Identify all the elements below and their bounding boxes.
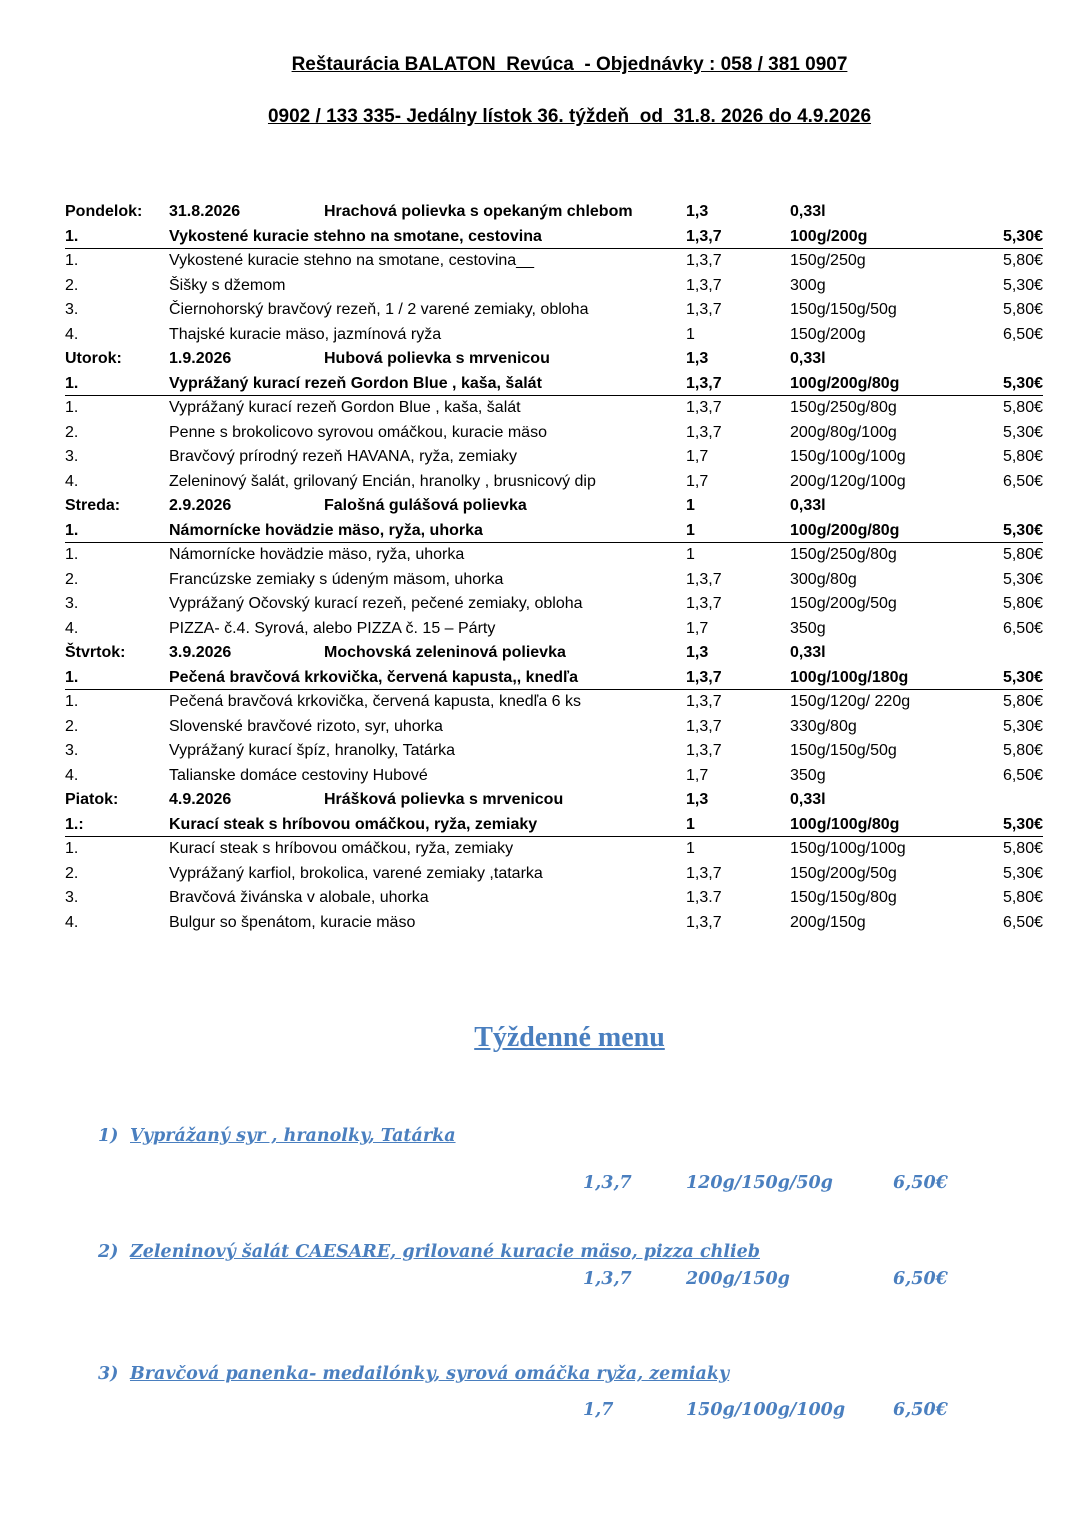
dish-price: 5,80€ (1002, 448, 1043, 465)
menu-week-header: 0902 / 133 335- Jedálny lístok 36. týždeň od 31.8. 2026 do 4.9.2026 (267, 106, 872, 127)
day-soup-row (65, 788, 1043, 813)
dish-price: 5,80€ (1002, 252, 1043, 269)
dish-price: 5,30€ (1002, 521, 1043, 539)
dish-name: Slovenské bravčové rizoto, syr, uhorka (169, 717, 443, 735)
dish-allergens: 1,7 (686, 766, 709, 784)
dish-price: 5,80€ (1002, 889, 1043, 906)
weekly-item-allergens: 1,7 (583, 1400, 614, 1420)
day-date: 4.9.2026 (169, 791, 232, 808)
dish-weight: 150g/250g/80g (790, 546, 897, 563)
dish-price: 5,30€ (1002, 668, 1043, 686)
day-name: Utorok: (65, 350, 122, 367)
dish-name: Zeleninový šalát, grilovaný Encián, hranolky , brusnicový dip (169, 472, 596, 490)
dish-price: 5,30€ (1002, 717, 1043, 735)
dish-name: Kurací steak s hríbovou omáčkou, ryža, zemiaky (169, 815, 538, 833)
dish-row (65, 862, 1043, 887)
dish-price: 5,30€ (1002, 815, 1043, 833)
dish-allergens: 1 (686, 521, 695, 539)
dish-price: 5,30€ (1002, 864, 1043, 882)
weekly-item-allergens: 1,3,7 (583, 1173, 632, 1193)
dish-row (65, 715, 1043, 740)
weekly-item-name: Vyprážaný syr , hranolky, Tatárka (130, 1126, 456, 1146)
day-name: Streda: (65, 497, 121, 514)
dish-number: 1. (65, 693, 79, 710)
dish-allergens: 1,7 (686, 619, 709, 637)
day-date: 31.8.2026 (169, 203, 241, 220)
dish-row (65, 690, 1043, 715)
dish-name: Bravčový prírodný rezeň HAVANA, ryža, zemiaky (169, 448, 517, 465)
dish-row (65, 886, 1043, 911)
soup-name: Falošná gulášová polievka (324, 497, 527, 514)
dish-name: Námornícke hovädzie mäso, ryža, uhorka (169, 521, 483, 539)
dish-weight: 200g/150g (790, 913, 866, 931)
dish-allergens: 1,3.7 (686, 889, 722, 906)
main-dish-row (65, 225, 1043, 250)
soup-volume: 0,33l (790, 350, 826, 367)
dish-row (65, 764, 1043, 789)
dish-number: 2. (65, 864, 79, 882)
dish-price: 5,80€ (1002, 399, 1043, 416)
dish-name: Vyprážaný kurací rezeň Gordon Blue , kaša, šalát (169, 374, 542, 392)
dish-row (65, 396, 1043, 421)
day-soup-row (65, 200, 1043, 225)
soup-allergens: 1,3 (686, 791, 709, 808)
dish-number: 2. (65, 423, 79, 441)
dish-allergens: 1,3,7 (686, 595, 722, 612)
day-date: 2.9.2026 (169, 497, 232, 514)
dish-row (65, 323, 1043, 348)
soup-volume: 0,33l (790, 791, 826, 808)
dish-allergens: 1 (686, 546, 695, 563)
soup-allergens: 1 (686, 497, 695, 514)
dish-allergens: 1 (686, 815, 695, 833)
dish-price: 5,80€ (1002, 301, 1043, 318)
dish-allergens: 1,3,7 (686, 717, 722, 735)
dish-row (65, 837, 1043, 862)
dish-allergens: 1,7 (686, 472, 709, 490)
dish-number: 2. (65, 276, 79, 294)
soup-name: Mochovská zeleninová polievka (324, 644, 566, 661)
dish-allergens: 1,3,7 (686, 742, 722, 759)
dish-weight: 150g/100g/100g (790, 448, 906, 465)
dish-weight: 300g (790, 276, 826, 294)
main-dish-row (65, 666, 1043, 691)
soup-name: Hrachová polievka s opekaným chlebom (324, 203, 633, 220)
dish-name: Šišky s džemom (169, 276, 286, 294)
dish-name: Vyprážaný Očovský kurací rezeň, pečené zemiaky, obloha (169, 595, 583, 612)
soup-volume: 0,33l (790, 644, 826, 661)
dish-allergens: 1,3,7 (686, 276, 722, 294)
dish-allergens: 1,3,7 (686, 570, 722, 588)
dish-number: 1. (65, 546, 79, 563)
dish-weight: 100g/200g (790, 227, 868, 245)
day-date: 1.9.2026 (169, 350, 232, 367)
dish-name: Vykostené kuracie stehno na smotane, cestovina (169, 227, 542, 245)
weekly-item-weight: 150g/100g/100g (686, 1400, 846, 1420)
dish-row (65, 739, 1043, 764)
dish-number: 2. (65, 570, 79, 588)
dish-weight: 350g (790, 766, 826, 784)
dish-name: Námornícke hovädzie mäso, ryža, uhorka (169, 546, 465, 563)
weekly-item-weight: 120g/150g/50g (686, 1173, 833, 1193)
dish-weight: 150g/150g/50g (790, 301, 897, 318)
dish-name: Bulgur so špenátom, kuracie mäso (169, 913, 416, 931)
dish-name: Bravčová živánska v alobale, uhorka (169, 889, 429, 906)
dish-weight: 200g/80g/100g (790, 423, 897, 441)
dish-number: 3. (65, 301, 79, 318)
dish-weight: 200g/120g/100g (790, 472, 906, 490)
dish-row (65, 445, 1043, 470)
dish-number: 4. (65, 913, 79, 931)
dish-weight: 150g/200g/50g (790, 864, 897, 882)
dish-number: 4. (65, 619, 79, 637)
main-dish-row (65, 519, 1043, 544)
dish-allergens: 1,3,7 (686, 301, 722, 318)
dish-row (65, 274, 1043, 299)
weekly-item-number: 3) (98, 1364, 119, 1384)
dish-weight: 150g/150g/80g (790, 889, 897, 906)
dish-row (65, 249, 1043, 274)
day-name: Štvrtok: (65, 644, 126, 661)
soup-allergens: 1,3 (686, 203, 709, 220)
soup-name: Hrášková polievka s mrvenicou (324, 791, 564, 808)
dish-allergens: 1,3,7 (686, 913, 722, 931)
dish-number: 1.: (65, 815, 84, 833)
dish-weight: 100g/200g/80g (790, 521, 900, 539)
soup-allergens: 1,3 (686, 644, 709, 661)
dish-number: 3. (65, 595, 79, 612)
main-dish-row (65, 813, 1043, 838)
dish-number: 1. (65, 668, 79, 686)
soup-volume: 0,33l (790, 497, 826, 514)
dish-number: 1. (65, 227, 79, 245)
main-dish-row (65, 372, 1043, 397)
dish-price: 5,80€ (1002, 742, 1043, 759)
dish-row (65, 543, 1043, 568)
dish-weight: 150g/150g/50g (790, 742, 897, 759)
dish-name: Kurací steak s hríbovou omáčkou, ryža, zemiaky (169, 840, 514, 857)
dish-weight: 330g/80g (790, 717, 857, 735)
dish-row (65, 911, 1043, 936)
dish-name: Talianske domáce cestoviny Hubové (169, 766, 428, 784)
dish-name: Penne s brokolicovo syrovou omáčkou, kuracie mäso (169, 423, 547, 441)
dish-row (65, 421, 1043, 446)
dish-allergens: 1,3,7 (686, 374, 722, 392)
dish-price: 6,50€ (1002, 913, 1043, 931)
day-name: Pondelok: (65, 203, 143, 220)
dish-weight: 150g/120g/ 220g (790, 693, 911, 710)
dish-price: 5,80€ (1002, 546, 1043, 563)
dish-allergens: 1 (686, 840, 695, 857)
soup-name: Hubová polievka s mrvenicou (324, 350, 550, 367)
day-soup-row (65, 494, 1043, 519)
day-soup-row (65, 347, 1043, 372)
weekly-item-name: Bravčová panenka- medailónky, syrová omáčka ryža, zemiaky (130, 1364, 730, 1384)
dish-number: 4. (65, 325, 79, 343)
dish-name: PIZZA- č.4. Syrová, alebo PIZZA č. 15 – Párty (169, 619, 496, 637)
dish-price: 5,30€ (1002, 227, 1043, 245)
weekly-item-number: 2) (98, 1242, 119, 1262)
dish-allergens: 1,3,7 (686, 227, 722, 245)
dish-weight: 150g/100g/100g (790, 840, 906, 857)
dish-allergens: 1 (686, 325, 695, 343)
dish-allergens: 1,3,7 (686, 693, 722, 710)
dish-price: 6,50€ (1002, 325, 1043, 343)
daily-menu-table (65, 200, 1043, 935)
weekly-item-number: 1) (98, 1126, 119, 1146)
dish-name: Čiernohorský bravčový rezeň, 1 / 2 varené zemiaky, obloha (169, 301, 589, 318)
dish-weight: 150g/200g/50g (790, 595, 897, 612)
day-soup-row (65, 641, 1043, 666)
dish-weight: 150g/250g (790, 252, 866, 269)
dish-allergens: 1,3,7 (686, 423, 722, 441)
dish-number: 3. (65, 742, 79, 759)
dish-price: 6,50€ (1002, 766, 1043, 784)
soup-allergens: 1,3 (686, 350, 709, 367)
dish-weight: 100g/200g/80g (790, 374, 900, 392)
dish-number: 1. (65, 521, 79, 539)
day-date: 3.9.2026 (169, 644, 232, 661)
dish-name: Vyprážaný kurací špíz, hranolky, Tatárka (169, 742, 456, 759)
dish-name: Pečená bravčová krkovička, červená kapusta, knedľa 6 ks (169, 693, 581, 710)
weekly-item-price: 6,50€ (893, 1173, 948, 1193)
dish-price: 6,50€ (1002, 472, 1043, 490)
dish-allergens: 1,3,7 (686, 864, 722, 882)
dish-weight: 100g/100g/180g (790, 668, 909, 686)
dish-name: Thajské kuracie mäso, jazmínová ryža (169, 325, 442, 343)
dish-allergens: 1,7 (686, 448, 709, 465)
dish-price: 6,50€ (1002, 619, 1043, 637)
dish-weight: 300g/80g (790, 570, 857, 588)
dish-price: 5,30€ (1002, 423, 1043, 441)
weekly-item-name: Zeleninový šalát CAESARE, grilované kuracie mäso, pizza chlieb (130, 1242, 760, 1262)
dish-row (65, 298, 1043, 323)
dish-number: 3. (65, 448, 79, 465)
dish-number: 4. (65, 766, 79, 784)
dish-name: Pečená bravčová krkovička, červená kapusta,, knedľa (169, 668, 579, 686)
weekly-item-price: 6,50€ (893, 1269, 948, 1289)
dish-name: Vyprážaný kurací rezeň Gordon Blue , kaša, šalát (169, 399, 521, 416)
dish-price: 5,30€ (1002, 374, 1043, 392)
dish-number: 1. (65, 252, 79, 269)
dish-name: Francúzske zemiaky s údeným mäsom, uhorka (169, 570, 504, 588)
dish-price: 5,30€ (1002, 276, 1043, 294)
dish-row (65, 470, 1043, 495)
dish-weight: 100g/100g/80g (790, 815, 900, 833)
dish-weight: 150g/250g/80g (790, 399, 897, 416)
soup-volume: 0,33l (790, 203, 826, 220)
weekly-item-allergens: 1,3,7 (583, 1269, 632, 1289)
dish-weight: 150g/200g (790, 325, 866, 343)
dish-row (65, 568, 1043, 593)
dish-allergens: 1,3,7 (686, 252, 722, 269)
dish-allergens: 1,3,7 (686, 399, 722, 416)
dish-price: 5,30€ (1002, 570, 1043, 588)
dish-name: Vykostené kuracie stehno na smotane, cestovina__ (169, 252, 534, 269)
dish-number: 1. (65, 374, 79, 392)
weekly-menu-title: Týždenné menu (474, 1022, 665, 1053)
dish-number: 2. (65, 717, 79, 735)
dish-number: 4. (65, 472, 79, 490)
dish-number: 3. (65, 889, 79, 906)
dish-name: Vyprážaný karfiol, brokolica, varené zemiaky ,tatarka (169, 864, 543, 882)
weekly-item-price: 6,50€ (893, 1400, 948, 1420)
restaurant-header: Reštaurácia BALATON Revúca - Objednávky : 058 / 381 0907 (291, 54, 848, 75)
day-name: Piatok: (65, 791, 119, 808)
dish-price: 5,80€ (1002, 840, 1043, 857)
dish-number: 1. (65, 399, 79, 416)
dish-allergens: 1,3,7 (686, 668, 722, 686)
dish-number: 1. (65, 840, 79, 857)
dish-weight: 350g (790, 619, 826, 637)
dish-row (65, 592, 1043, 617)
dish-price: 5,80€ (1002, 595, 1043, 612)
weekly-item-weight: 200g/150g (686, 1269, 790, 1289)
dish-row (65, 617, 1043, 642)
dish-price: 5,80€ (1002, 693, 1043, 710)
